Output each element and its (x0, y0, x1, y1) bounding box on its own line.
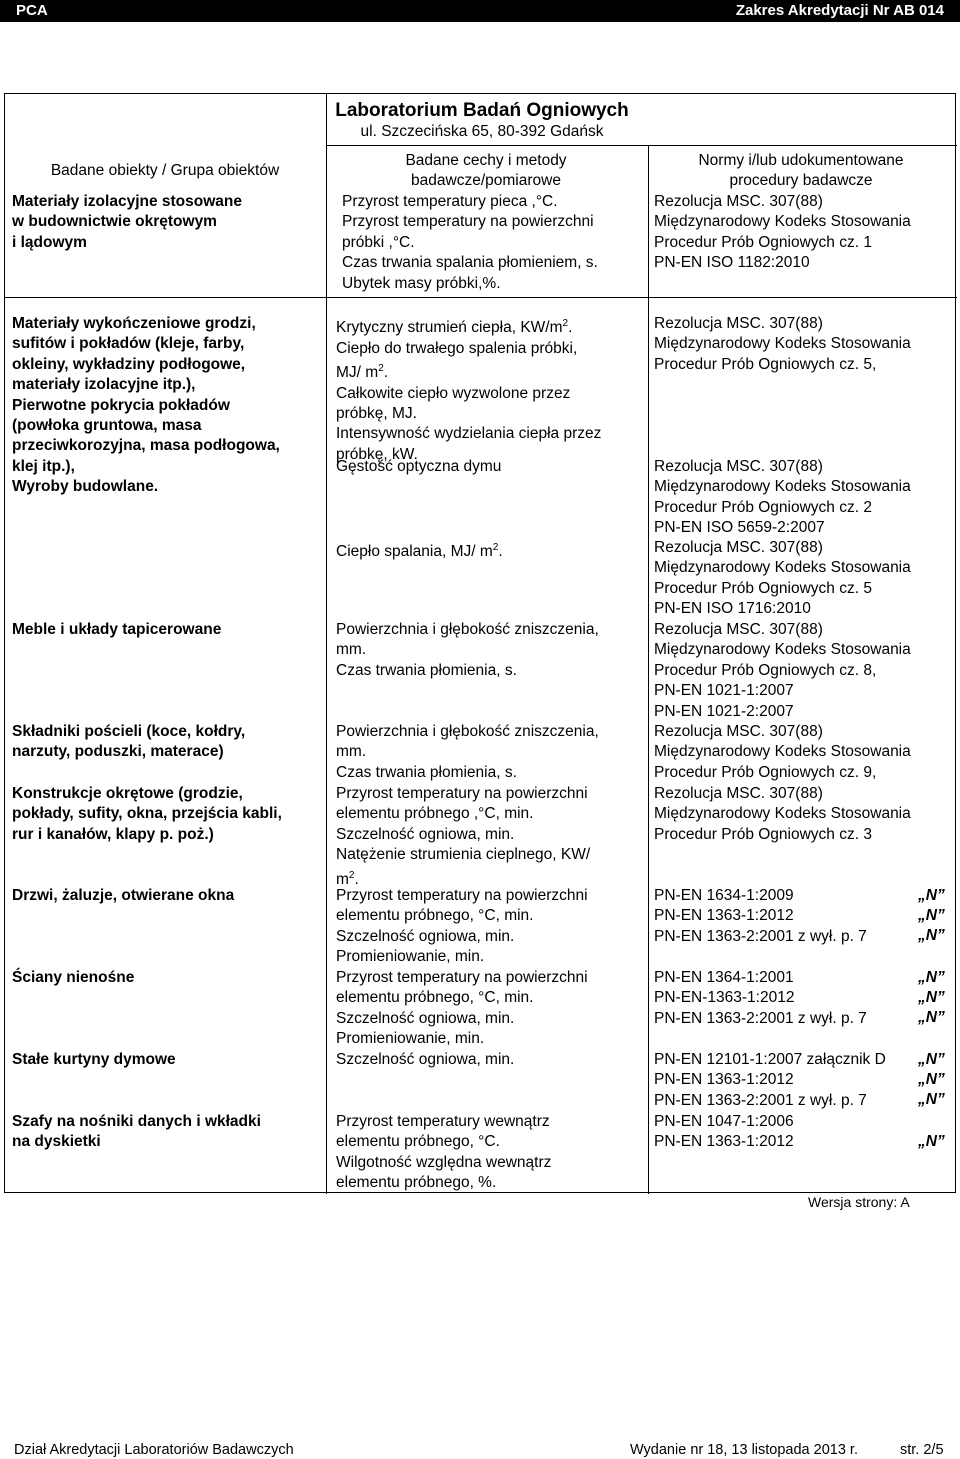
column-divider (326, 94, 327, 1194)
column-divider (648, 145, 649, 1194)
row2-norms-a: Rezolucja MSC. 307(88) Międzynarodowy Kodeks Stosowania Procedur Prób Ogniowych cz. 5, (654, 315, 911, 373)
row5-features: Przyrost temperatury na powierzchni elementu próbnego ,°C, min. Szczelność ogniowa, min. Natężenie strumienia cieplnego, KW/ $m^2$. (336, 785, 591, 888)
row6-features: Przyrost temperatury na powierzchni elementu próbnego, °C, min. Szczelność ogniowa, min. Promieniowanie, min. (336, 887, 588, 966)
row4-object: Składniki pościeli (koce, kołdry, narzuty, poduszki, materace) (12, 723, 246, 761)
n-mark: „N” (918, 1133, 945, 1150)
lab-name: Laboratorium Badań Ogniowych (335, 100, 629, 121)
row3-norms: Rezolucja MSC. 307(88) Międzynarodowy Kodeks Stosowania Procedur Prób Ogniowych cz. 8, PN-EN 1021-1:2007 PN-EN 1021-2:2007 (654, 621, 911, 720)
column-header-objects: Badane obiekty / Grupa obiektów (50, 162, 280, 179)
n-mark: „N” (918, 927, 945, 944)
row1-object: Materiały izolacyjne stosowane w budownictwie okrętowym i lądowym (12, 193, 243, 251)
row7-norms: PN-EN 1364-1:2001 PN-EN-1363-1:2012 PN-EN 1363-2:2001 z wył. p. 7 (654, 969, 867, 1027)
row4-features: Powierzchnia i głębokość zniszczenia, mm. Czas trwania płomienia, s. (336, 723, 599, 781)
row1-norms: Rezolucja MSC. 307(88) Międzynarodowy Kodeks Stosowania Procedur Prób Ogniowych cz. 1 PN-EN ISO 1182:2010 (654, 193, 911, 272)
row8-norms: PN-EN 12101-1:2007 załącznik D PN-EN 1363-1:2012 PN-EN 1363-2:2001 z wył. p. 7 (654, 1051, 886, 1109)
row2-features-a: Krytyczny strumień ciepła, $KW/m^2$. Ciepło do trwałego spalenia próbki, MJ/ $m^2$. Całkowite ciepło wyzwolone przez próbkę, MJ. Intensywność wydzielania ciepła przez próbkę, kW. (336, 318, 602, 463)
n-mark: „N” (918, 1009, 945, 1026)
pca-label: PCA (16, 2, 48, 19)
row3-features: Powierzchnia i głębokość zniszczenia, mm. Czas trwania płomienia, s. (336, 621, 599, 679)
n-mark: „N” (918, 887, 945, 904)
row2-object: Materiały wykończeniowe grodzi, sufitów i pokładów (kleje, farby, okleiny, wykładziny podłogowe, materiały izolacyjne itp.), Pierwotne pokrycia pokładów (powłoka gruntowa, masa przeciwkorozyjna, masa podłogowa, klej itp.), Wyroby budowlane. (12, 315, 280, 496)
row3-object: Meble i układy tapicerowane (12, 621, 222, 638)
row2-features-b: Gęstość optyczna dymu (336, 458, 502, 475)
n-mark: „N” (918, 1051, 945, 1068)
row9-object: Szafy na nośniki danych i wkładki na dyskietki (12, 1113, 261, 1151)
row6-norms: PN-EN 1634-1:2009 PN-EN 1363-1:2012 PN-EN 1363-2:2001 z wył. p. 7 (654, 887, 867, 945)
row6-object: Drzwi, żaluzje, otwierane okna (12, 887, 235, 904)
row2-features-c: Ciepło spalania, MJ/ $m^2$. (336, 542, 503, 561)
row9-features: Przyrost temperatury wewnątrz elementu próbnego, °C. Wilgotność względna wewnątrz elementu próbnego, %. (336, 1113, 552, 1192)
n-mark: „N” (918, 1091, 945, 1108)
row2-norms-b: Rezolucja MSC. 307(88) Międzynarodowy Kodeks Stosowania Procedur Prób Ogniowych cz. 2 PN-EN ISO 5659-2:2007 (654, 458, 911, 537)
lab-address: ul. Szczecińska 65, 80-392 Gdańsk (360, 123, 604, 140)
n-mark: „N” (918, 1071, 945, 1088)
header-bottom-line (5, 297, 957, 298)
n-mark: „N” (918, 989, 945, 1006)
row7-object: Ściany nienośne (12, 969, 135, 986)
row8-features: Szczelność ogniowa, min. (336, 1051, 515, 1068)
accreditation-scope-label: Zakres Akredytacji Nr AB 014 (735, 2, 944, 19)
row7-features: Przyrost temperatury na powierzchni elementu próbnego, °C, min. Szczelność ogniowa, min. Promieniowanie, min. (336, 969, 588, 1048)
column-header-features: Badane cechy i metody badawcze/pomiarowe (405, 152, 567, 190)
row4-norms: Rezolucja MSC. 307(88) Międzynarodowy Kodeks Stosowania Procedur Prób Ogniowych cz. 9, (654, 723, 911, 781)
footer-issue: Wydanie nr 18, 13 listopada 2013 r. (630, 1442, 858, 1458)
header-divider (326, 145, 957, 146)
page-version: Wersja strony: A (808, 1194, 910, 1210)
row5-object: Konstrukcje okrętowe (grodzie, pokłady, sufity, okna, przejścia kabli, rur i kanałów, klapy p. poż.) (12, 785, 282, 843)
row5-norms: Rezolucja MSC. 307(88) Międzynarodowy Kodeks Stosowania Procedur Prób Ogniowych cz. 3 (654, 785, 911, 843)
footer-department: Dział Akredytacji Laboratoriów Badawczych (14, 1442, 294, 1458)
column-header-norms: Normy i/lub udokumentowane procedury badawcze (698, 152, 904, 190)
document-header-bar (0, 0, 960, 22)
footer-page-number: str. 2/5 (900, 1442, 944, 1458)
n-mark: „N” (918, 969, 945, 986)
row8-object: Stałe kurtyny dymowe (12, 1051, 176, 1068)
row2-norms-c: Rezolucja MSC. 307(88) Międzynarodowy Kodeks Stosowania Procedur Prób Ogniowych cz. 5 PN-EN ISO 1716:2010 (654, 539, 911, 618)
row1-features: Przyrost temperatury pieca ,°C. Przyrost temperatury na powierzchni próbki ,°C. Czas trwania spalania płomieniem, s. Ubytek masy próbki,%. (342, 193, 598, 292)
n-mark: „N” (918, 907, 945, 924)
row9-norms: PN-EN 1047-1:2006 PN-EN 1363-1:2012 (654, 1113, 794, 1151)
